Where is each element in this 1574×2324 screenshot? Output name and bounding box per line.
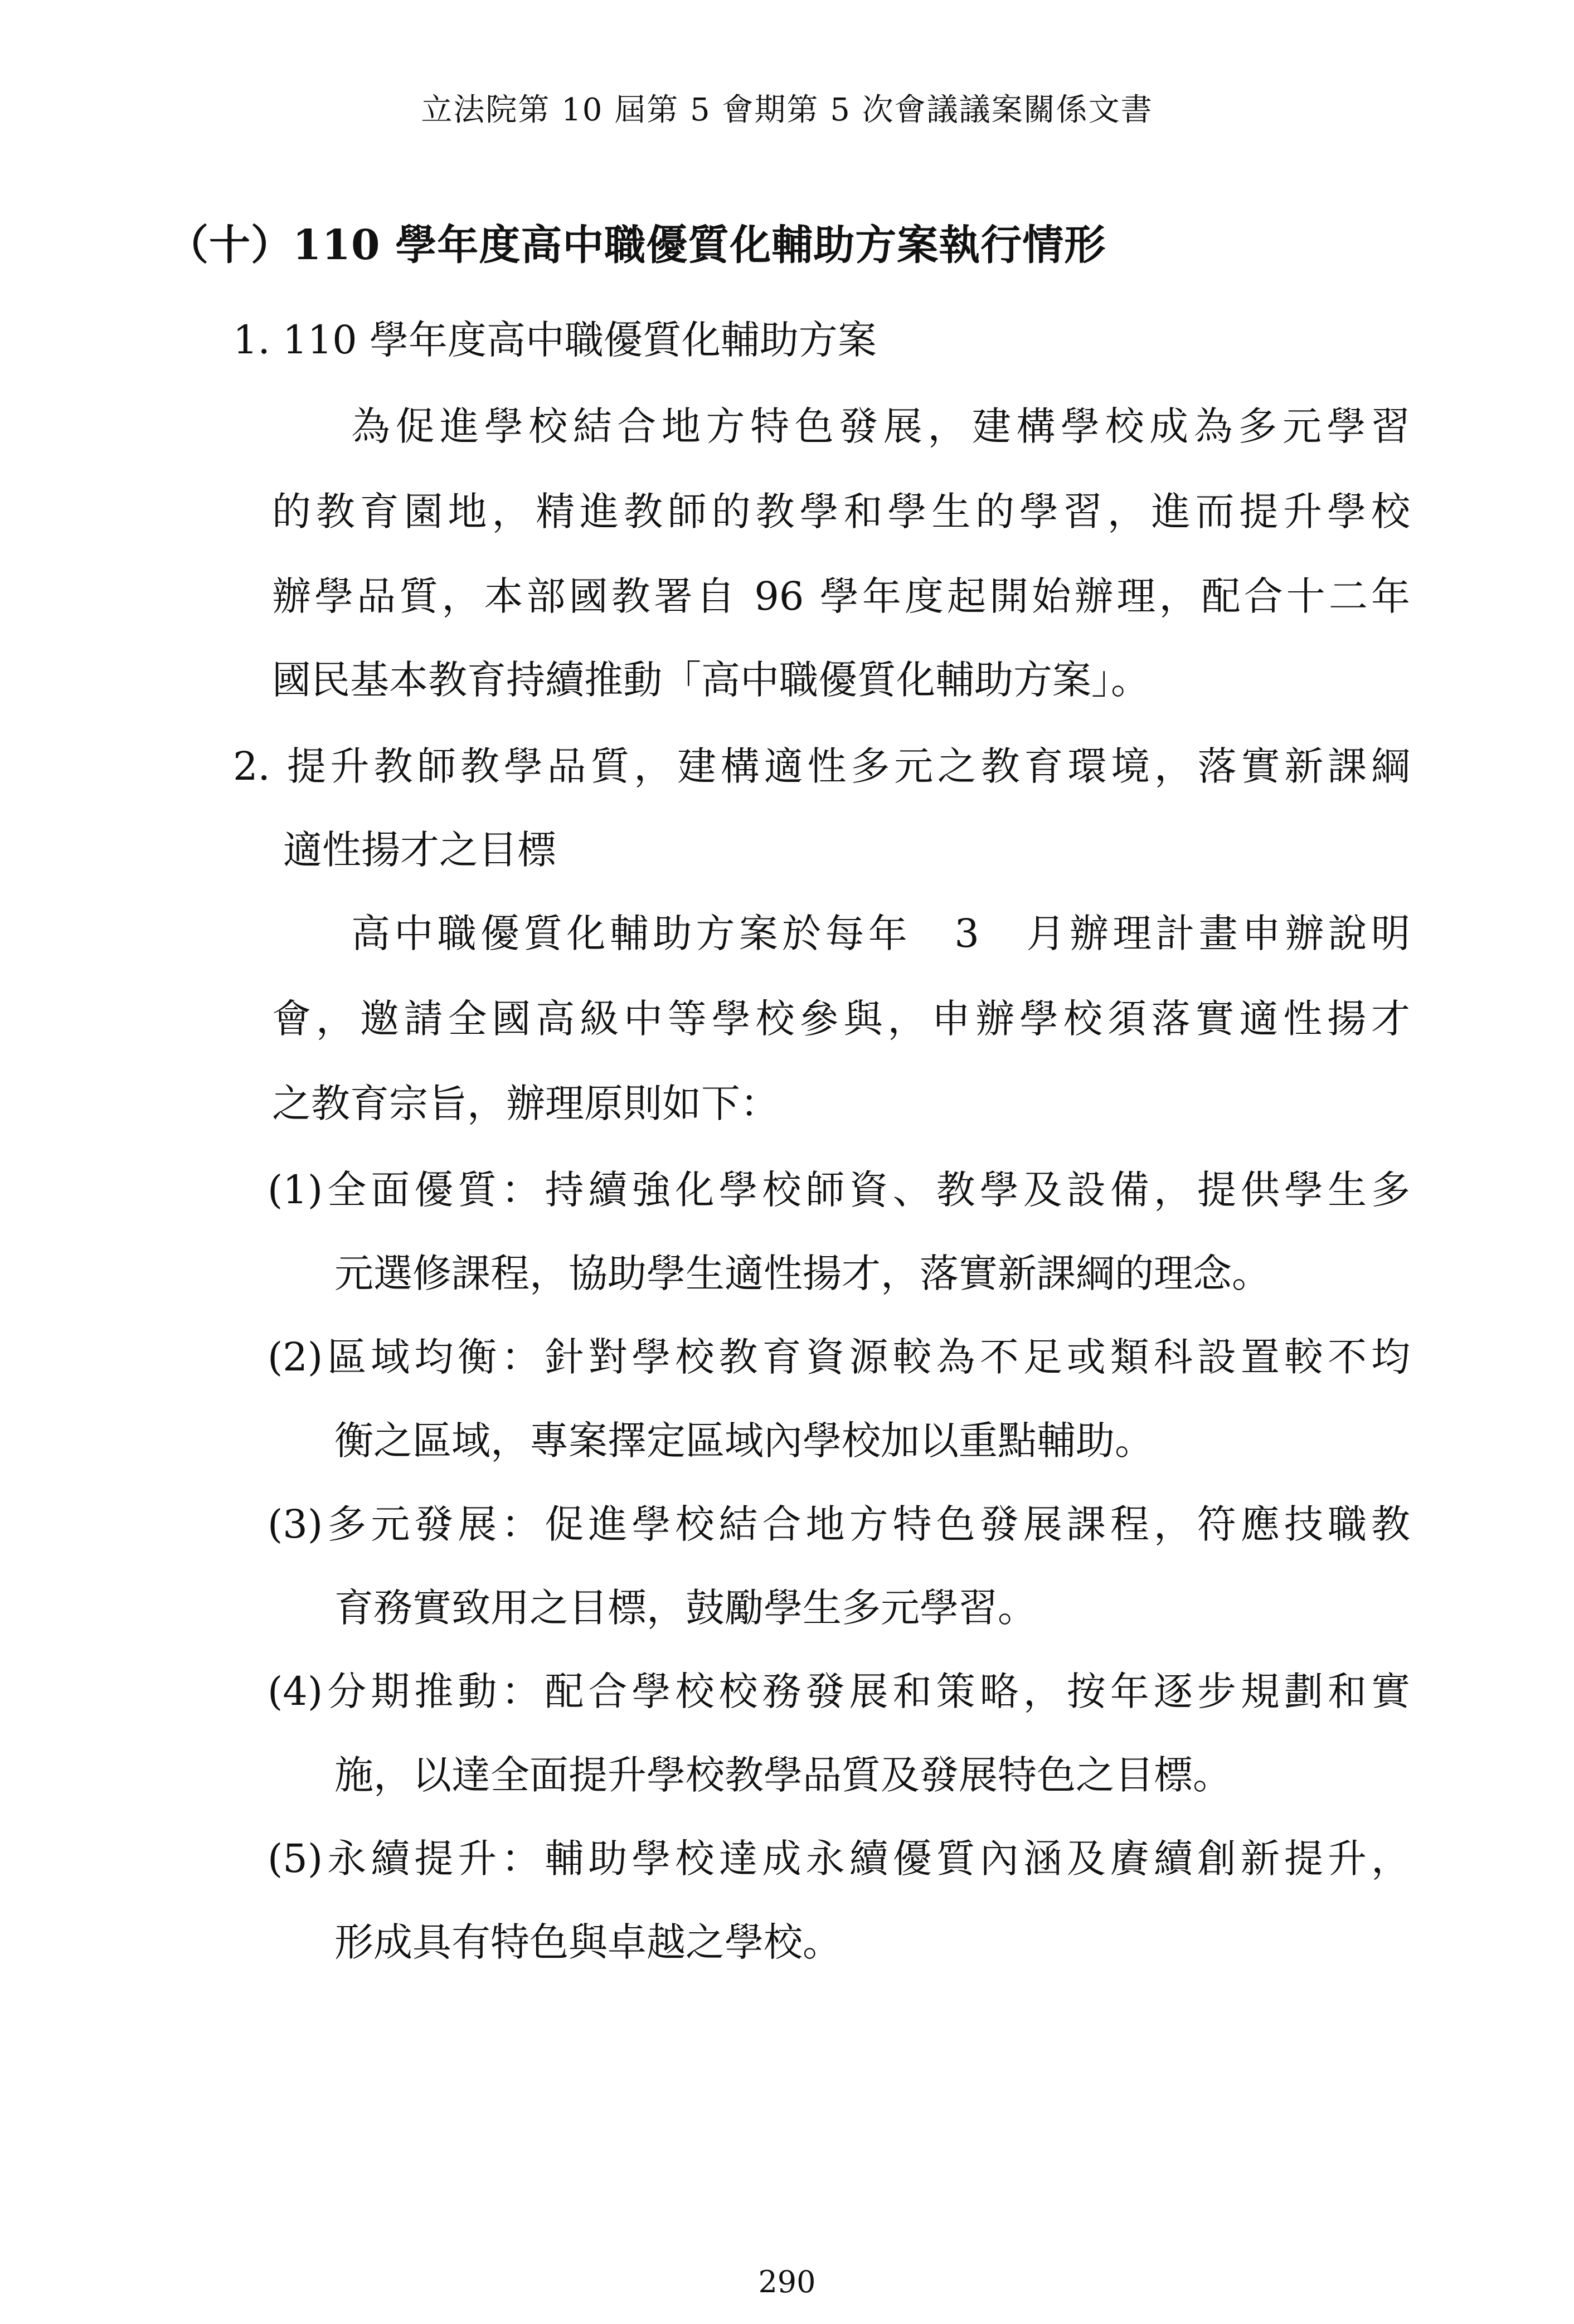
item1-para-line-3: 辦學品質，本部國教署自 96 學年度起開始辦理，配合十二年 — [272, 573, 1410, 619]
principle-5-line-2: 形成具有特色與卓越之學校。 — [334, 1919, 842, 1965]
principle-2-line-2: 衡之區域，專案擇定區域內學校加以重點輔助。 — [334, 1418, 1154, 1464]
principle-4-line-1: (4)分期推動：配合學校校務發展和策略，按年逐步規劃和實 — [268, 1669, 1410, 1714]
principle-3-line-1: (3)多元發展：促進學校結合地方特色發展課程，符應技職教 — [268, 1501, 1410, 1547]
principle-5-line-1: (5)永續提升：輔助學校達成永續優質內涵及賡續創新提升， — [268, 1836, 1410, 1881]
page-number: 290 — [758, 2264, 816, 2299]
principle-4-line-2: 施，以達全面提升學校教學品質及發展特色之目標。 — [334, 1752, 1232, 1798]
principle-1-line-1: (1)全面優質：持續強化學校師資、教學及設備，提供學生多 — [268, 1167, 1410, 1213]
item1-para-line-1: 為促進學校結合地方特色發展，建構學校成為多元學習 — [351, 403, 1410, 449]
principle-1-line-2: 元選修課程，協助學生適性揚才，落實新課綱的理念。 — [334, 1251, 1271, 1296]
principle-2-line-1: (2)區域均衡：針對學校教育資源較為不足或類科設置較不均 — [268, 1334, 1410, 1380]
principle-3-line-2: 育務實致用之目標，鼓勵學生多元學習。 — [334, 1585, 1037, 1631]
item2-heading-line-1: 2. 提升教師教學品質，建構適性多元之教育環境，落實新課綱 — [233, 743, 1410, 789]
item1-para-line-2: 的教育園地，精進教師的教學和學生的學習，進而提升學校 — [272, 489, 1410, 534]
item2-para-line-3: 之教育宗旨，辦理原則如下： — [272, 1081, 779, 1126]
item1-para-line-4: 國民基本教育持續推動「高中職優質化輔助方案」。 — [272, 657, 1150, 703]
page-header: 立法院第 10 屆第 5 會期第 5 次會議議案關係文書 — [421, 92, 1153, 128]
item2-heading-line-2: 適性揚才之目標 — [283, 827, 556, 873]
item2-para-line-1: 高中職優質化輔助方案於每年 3 月辦理計畫申辦說明 — [351, 911, 1410, 956]
item1-heading: 1. 110 學年度高中職優質化輔助方案 — [233, 317, 877, 363]
section-title: （十）110 學年度高中職優質化輔助方案執行情形 — [167, 221, 1106, 269]
item2-para-line-2: 會，邀請全國高級中等學校參與，申辦學校須落實適性揚才 — [272, 996, 1410, 1042]
